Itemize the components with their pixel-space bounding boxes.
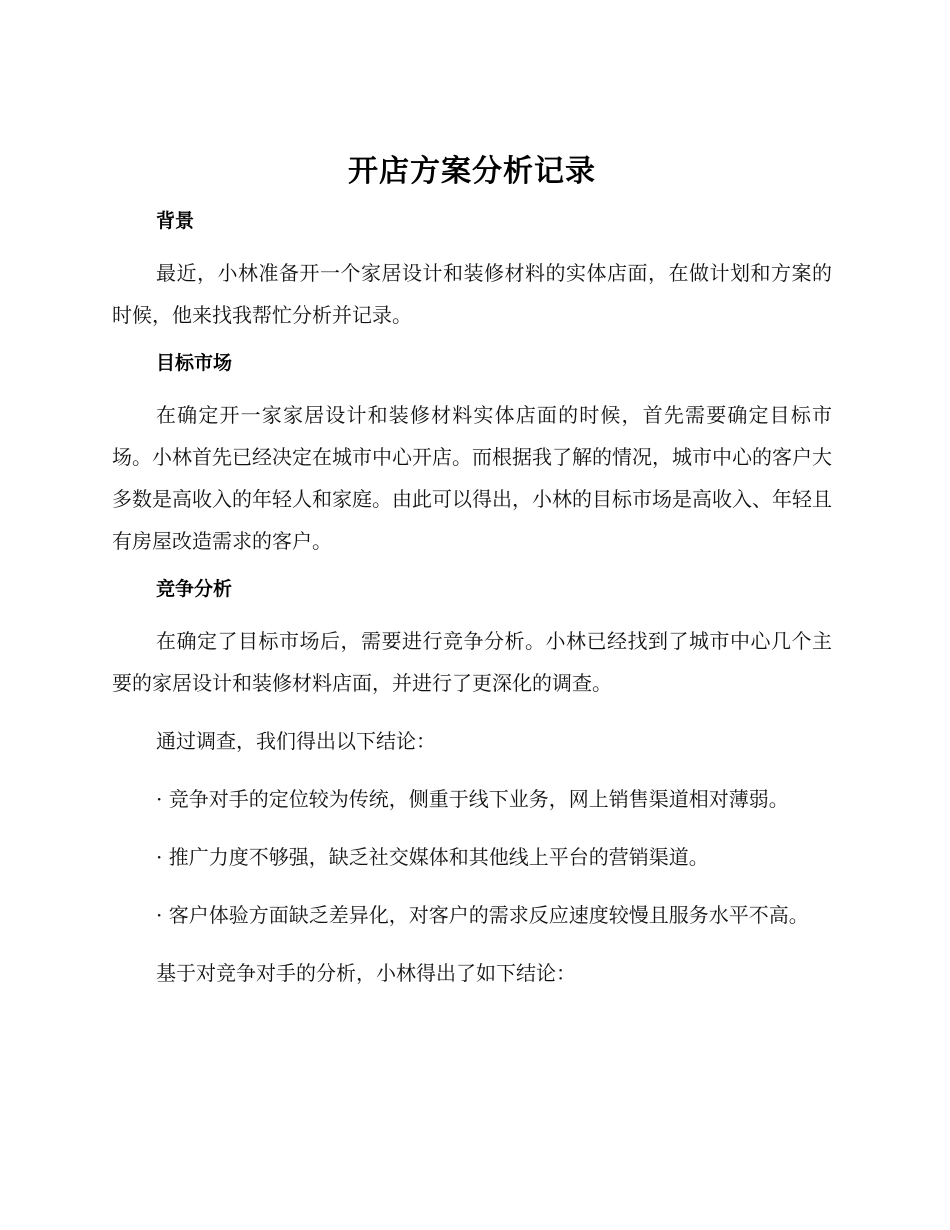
section-competition-analysis <box>112 574 832 994</box>
paragraph: 在确定了目标市场后，需要进行竞争分析。小林已经找到了城市中心几个主要的家居设计和装修材料店面，并进行了更深化的调查。 <box>112 629 832 695</box>
document-title: 开店方案分析记录 <box>348 154 596 189</box>
paragraph: 最近，小林准备开一个家居设计和装修材料的实体店面，在做计划和方案的时候，他来找我帮忙分析并记录。 <box>112 261 832 327</box>
section-heading: 目标市场 <box>156 352 233 374</box>
bullet-item: · 客户体验方面缺乏差异化，对客户的需求反应速度较慢且服务水平不高。 <box>156 903 809 927</box>
paragraph: 通过调查，我们得出以下结论： <box>156 729 436 753</box>
section-heading: 竞争分析 <box>156 578 233 600</box>
document-page <box>112 150 832 994</box>
bullet-item: · 竞争对手的定位较为传统，侧重于线下业务，网上销售渠道相对薄弱。 <box>156 787 789 811</box>
section-target-market <box>112 348 832 562</box>
bullet-item: · 推广力度不够强，缺乏社交媒体和其他线上平台的营销渠道。 <box>156 845 709 869</box>
section-heading: 背景 <box>156 210 195 232</box>
paragraph: 在确定开一家家居设计和装修材料实体店面的时候，首先需要确定目标市场。小林首先已经决定在城市中心开店。而根据我了解的情况，城市中心的客户大多数是高收入的年轻人和家庭。由此可以得出，小林的目标市场是高收入、年轻且有房屋改造需求的客户。 <box>112 403 832 553</box>
section-background <box>112 206 832 336</box>
paragraph: 基于对竞争对手的分析，小林得出了如下结论： <box>156 961 576 985</box>
